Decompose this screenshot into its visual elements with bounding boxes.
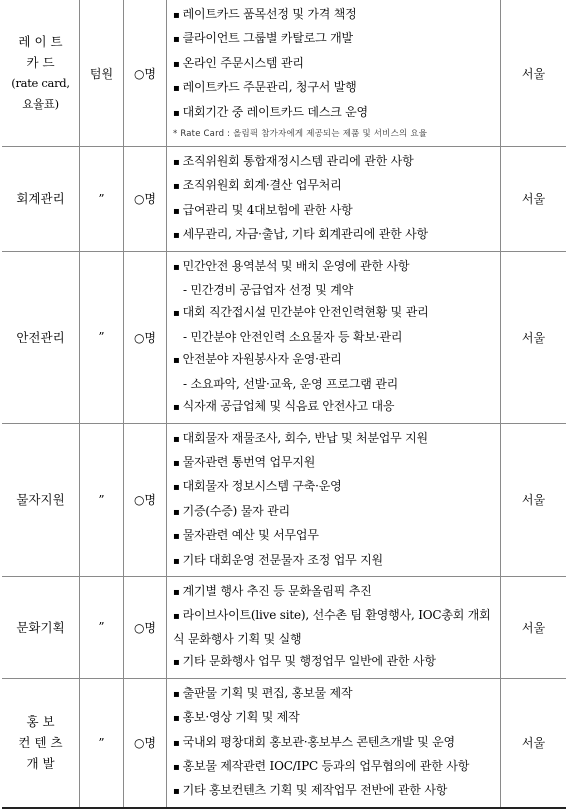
- table-row: [2, 678, 566, 808]
- duty-item: ▪ 홍보·영상 기획 및 제작: [173, 706, 496, 730]
- duty-item: ▪ 기증(수증) 물자 관리: [173, 500, 496, 524]
- job-name-cell: [2, 423, 80, 576]
- location-cell: 서울: [501, 678, 567, 808]
- job-name-line: 물자지원: [16, 492, 65, 508]
- duties-cell: [167, 678, 501, 808]
- employment-type-cell: ”: [80, 251, 124, 423]
- duty-item: ▪ 물자관련 통번역 업무지원: [173, 451, 496, 475]
- job-name-line: 카 드: [26, 55, 55, 71]
- employment-type-cell: ”: [80, 423, 124, 576]
- duty-item: ▪ 대회물자 재물조사, 회수, 반납 및 처분업무 지원: [173, 427, 496, 451]
- duty-item: ▪ 출판물 기획 및 편집, 홍보물 제작: [173, 682, 496, 706]
- job-name-line: 컨 텐 츠: [18, 735, 63, 751]
- table-row: [2, 147, 566, 252]
- employment-type-cell: 텀원: [80, 0, 124, 147]
- job-name-cell: [2, 0, 80, 147]
- duty-subitem: - 민간분야 안전인력 소요물자 등 확보·관리: [183, 329, 403, 344]
- duty-item: ▪ 기타 대회운영 전문물자 조정 업무 지원: [173, 549, 496, 573]
- location-cell: 서울: [501, 423, 567, 576]
- headcount-cell: ○명: [124, 423, 167, 576]
- duty-item: ▪ 라이브사이트(live site), 선수촌 팀 환영행사, IOC총회 개회식 문화행사 기획 및 실행: [173, 604, 496, 650]
- job-table: [2, 0, 566, 809]
- headcount-cell: ○명: [124, 576, 167, 678]
- job-name-line: 요율표): [22, 97, 59, 112]
- headcount-cell: ○명: [124, 0, 167, 147]
- duty-item: ▪ 레이트카드 품목선정 및 가격 책정: [173, 3, 496, 27]
- table-row: [2, 423, 566, 576]
- duties-cell: [167, 423, 501, 576]
- job-name-cell: [2, 576, 80, 678]
- location-cell: 서울: [501, 576, 567, 678]
- job-name-line: 안전관리: [16, 329, 65, 345]
- duty-subitem: - 민간경비 공급업자 선정 및 계약: [183, 283, 354, 298]
- duty-item: ▪ 식자재 공급업체 및 식음료 안전사고 대응: [173, 395, 496, 419]
- duty-item: ▪ 온라인 주문시스템 관리: [173, 52, 496, 76]
- job-name-cell: [2, 678, 80, 808]
- job-name-line: 문화기획: [16, 619, 65, 635]
- job-name-cell: [2, 251, 80, 423]
- employment-type-cell: ”: [80, 678, 124, 808]
- job-name-cell: [2, 147, 80, 252]
- duty-item: ▪ 레이트카드 주문관리, 청구서 발행: [173, 76, 496, 100]
- job-name-line: 레 이 트: [18, 34, 63, 50]
- table-row: [2, 576, 566, 678]
- duties-cell: [167, 251, 501, 423]
- location-cell: 서울: [501, 251, 567, 423]
- duty-item: ▪ 조직위원회 회계·결산 업무처리: [173, 174, 496, 198]
- duties-cell: [167, 576, 501, 678]
- duty-item: ▪ 물자관련 예산 및 서무업무: [173, 524, 496, 548]
- duty-item: ▪ 조직위원회 통합재정시스템 관리에 관한 사항: [173, 150, 496, 174]
- table-row: [2, 251, 566, 423]
- duty-item: ▪ 대회 직간접시설 민간분야 안전인력현황 및 관리: [173, 301, 496, 325]
- job-table-body: [2, 0, 566, 808]
- duty-item: ▪ 안전분야 자원봉사자 운영·관리: [173, 348, 496, 372]
- job-name-line: 회계관리: [16, 191, 65, 207]
- employment-type-cell: ”: [80, 576, 124, 678]
- duty-item: ▪ 급여관리 및 4대보험에 관한 사항: [173, 199, 496, 223]
- duty-subitem: - 소요파악, 선발·교육, 운영 프로그램 관리: [183, 376, 399, 391]
- job-name-line: 홍 보: [26, 714, 55, 730]
- duty-item: ▪ 계기별 행사 추진 등 문화올림픽 추진: [173, 580, 496, 604]
- duty-item: ▪ 기타 문화행사 업무 및 행정업무 일반에 관한 사항: [173, 650, 496, 674]
- headcount-cell: ○명: [124, 678, 167, 808]
- duty-item: ▪ 세무관리, 자금·출납, 기타 회계관리에 관한 사항: [173, 223, 496, 247]
- table-row: [2, 0, 566, 147]
- job-name-line: 개 발: [26, 756, 55, 772]
- duty-item: ▪ 대회물자 정보시스템 구축·운영: [173, 475, 496, 499]
- job-name-line: (rate card,: [11, 76, 70, 91]
- headcount-cell: ○명: [124, 147, 167, 252]
- rate-card-footnote: * Rate Card : 올림픽 참가자에게 제공되는 제품 및 서비스의 요율: [173, 129, 428, 140]
- duty-item: ▪ 클라이언트 그룹별 카탈로그 개발: [173, 27, 496, 51]
- duties-cell: [167, 147, 501, 252]
- duty-item: ▪ 대회기간 중 레이트카드 데스크 운영: [173, 101, 496, 125]
- duties-cell: [167, 0, 501, 147]
- headcount-cell: ○명: [124, 251, 167, 423]
- duty-item: ▪ 민간안전 용역분석 및 배치 운영에 관한 사항: [173, 255, 496, 279]
- duty-item: ▪ 국내외 평창대회 홍보관·홍보부스 콘텐츠개발 및 운영: [173, 731, 496, 755]
- location-cell: 서울: [501, 147, 567, 252]
- employment-type-cell: ”: [80, 147, 124, 252]
- duty-item: ▪ 기타 홍보컨텐츠 기획 및 제작업무 전반에 관한 사항: [173, 779, 496, 803]
- location-cell: 서울: [501, 0, 567, 147]
- duty-item: ▪ 홍보물 제작관련 IOC/IPC 등과의 업무협의에 관한 사항: [173, 755, 496, 779]
